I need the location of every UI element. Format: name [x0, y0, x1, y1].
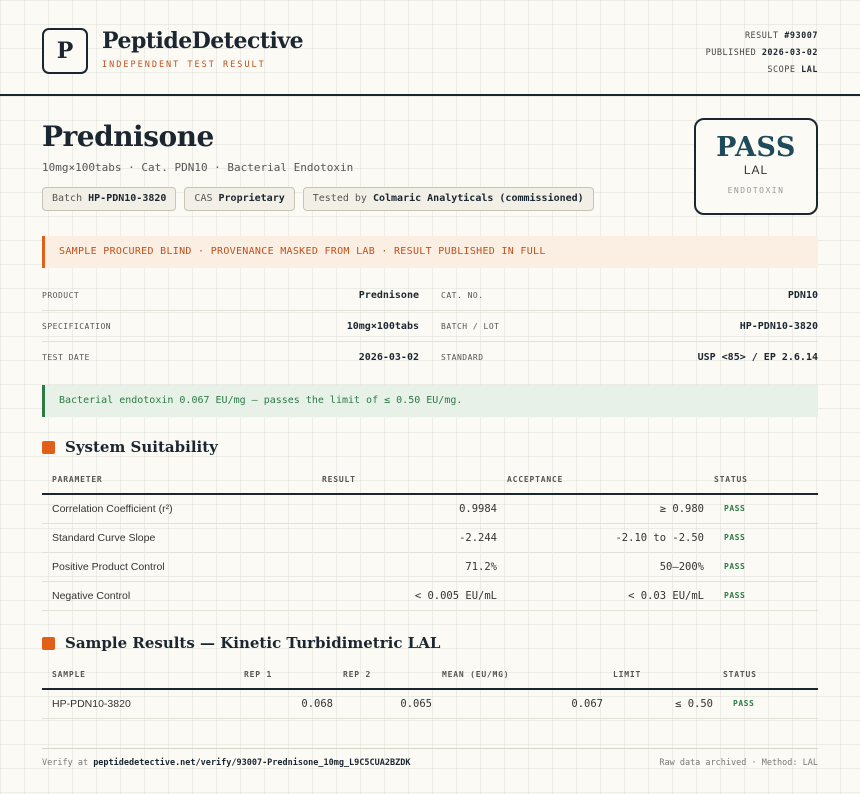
col-mean: MEAN (EU/MG)	[432, 661, 603, 689]
col-status: STATUS	[713, 661, 818, 689]
chip-label: CAS	[194, 193, 213, 204]
stamp-kind: ENDOTOXIN	[727, 186, 785, 195]
chip-row	[42, 187, 594, 211]
suitability-table	[42, 466, 818, 611]
table-row	[42, 552, 818, 581]
logo-mark	[42, 28, 88, 74]
catno-value: PDN10	[787, 290, 818, 301]
samples-heading	[42, 634, 440, 652]
footer-note: Raw data archived · Method: LAL	[659, 758, 818, 768]
table-row	[42, 689, 818, 718]
param-cell: Correlation Coefficient (r²)	[42, 494, 312, 523]
chip-value: Proprietary	[218, 193, 285, 204]
stamp-verdict: PASS	[716, 132, 796, 163]
col-parameter: PARAMETER	[42, 466, 312, 494]
section-marker-icon	[42, 441, 55, 454]
acceptance-cell: -2.10 to -2.50	[497, 523, 704, 552]
blind-notice: SAMPLE PROCURED BLIND · PROVENANCE MASKED FROM LAB · RESULT PUBLISHED IN FULL	[42, 236, 818, 268]
col-rep2: REP 2	[333, 661, 432, 689]
report-meta	[706, 28, 818, 79]
section-marker-icon	[42, 637, 55, 650]
verify-link[interactable]: peptidedetective.net/verify/93007-Prednisone_10mg_L9C5CUA2BZDK	[93, 758, 411, 768]
meta-scope-label: SCOPE	[767, 65, 796, 75]
product-label: PRODUCT	[42, 291, 80, 300]
sample-cell: HP-PDN10-3820	[42, 689, 234, 718]
status-badge: PASS	[704, 523, 818, 552]
info-grid	[42, 280, 818, 373]
suitability-title: System Suitability	[65, 438, 218, 456]
spec-value: 10mg×100tabs	[346, 321, 419, 332]
rep2-cell: 0.065	[333, 689, 432, 718]
param-cell: Positive Product Control	[42, 552, 312, 581]
status-badge: PASS	[704, 552, 818, 581]
acceptance-cell: ≥ 0.980	[497, 494, 704, 523]
acceptance-cell: < 0.03 EU/mL	[497, 581, 704, 610]
result-cell: 71.2%	[312, 552, 497, 581]
meta-published	[706, 45, 818, 62]
col-sample: SAMPLE	[42, 661, 234, 689]
standard-label: STANDARD	[441, 353, 484, 362]
param-cell: Standard Curve Slope	[42, 523, 312, 552]
table-header-row	[42, 661, 818, 689]
col-status: STATUS	[704, 466, 818, 494]
col-limit: LIMIT	[603, 661, 713, 689]
status-badge: PASS	[713, 689, 818, 718]
product-subtitle: 10mg×100tabs · Cat. PDN10 · Bacterial Endotoxin	[42, 161, 354, 174]
meta-result-label: RESULT	[744, 31, 779, 41]
info-row	[42, 342, 818, 373]
param-cell: Negative Control	[42, 581, 312, 610]
meta-published-label: PUBLISHED	[705, 48, 757, 58]
result-cell: 0.9984	[312, 494, 497, 523]
meta-result-value: #93007	[784, 31, 818, 41]
cas-chip	[184, 187, 294, 211]
meta-result	[706, 28, 818, 45]
chip-value: HP-PDN10-3820	[88, 193, 167, 204]
tested-by-chip	[303, 187, 594, 211]
page-title: Prednisone	[42, 120, 214, 153]
batch-value: HP-PDN10-3820	[739, 321, 818, 332]
meta-published-value: 2026-03-02	[761, 48, 818, 58]
verify-prefix: Verify at	[42, 758, 89, 768]
status-badge: PASS	[704, 581, 818, 610]
date-label: TEST DATE	[42, 353, 90, 362]
mean-cell: 0.067	[432, 689, 603, 718]
batch-chip	[42, 187, 176, 211]
limit-cell: ≤ 0.50	[603, 689, 713, 718]
brand-name: PeptideDetective	[102, 28, 304, 54]
samples-title: Sample Results — Kinetic Turbidimetric LAL	[65, 634, 441, 652]
meta-scope-value: LAL	[801, 65, 818, 75]
acceptance-cell: 50–200%	[497, 552, 704, 581]
report-header	[0, 0, 860, 96]
spec-label: SPECIFICATION	[42, 322, 112, 331]
chip-label: Batch	[52, 193, 83, 204]
info-row	[42, 311, 818, 342]
report-footer	[42, 748, 818, 768]
col-acceptance: ACCEPTANCE	[497, 466, 704, 494]
standard-value: USP <85> / EP 2.6.14	[697, 352, 818, 363]
result-cell: -2.244	[312, 523, 497, 552]
table-row	[42, 523, 818, 552]
date-value: 2026-03-02	[358, 352, 419, 363]
samples-table	[42, 661, 818, 719]
batch-label: BATCH / LOT	[441, 322, 500, 331]
meta-scope	[706, 62, 818, 79]
table-row	[42, 581, 818, 610]
verdict-banner: Bacterial endotoxin 0.067 EU/mg — passes the limit of ≤ 0.50 EU/mg.	[42, 385, 818, 417]
pass-stamp	[694, 118, 818, 215]
brand-tagline: INDEPENDENT TEST RESULT	[102, 60, 266, 70]
chip-value: Colmaric Analyticals (commissioned)	[372, 193, 584, 204]
suitability-heading	[42, 438, 218, 456]
table-row	[42, 494, 818, 523]
product-value: Prednisone	[358, 290, 419, 301]
chip-label: Tested by	[312, 193, 367, 204]
status-badge: PASS	[704, 494, 818, 523]
stamp-method: LAL	[743, 163, 769, 177]
col-result: RESULT	[312, 466, 497, 494]
rep1-cell: 0.068	[234, 689, 333, 718]
table-header-row	[42, 466, 818, 494]
catno-label: CAT. NO.	[441, 291, 484, 300]
logo-letter: P	[56, 38, 74, 64]
col-rep1: REP 1	[234, 661, 333, 689]
result-cell: < 0.005 EU/mL	[312, 581, 497, 610]
info-row	[42, 280, 818, 311]
